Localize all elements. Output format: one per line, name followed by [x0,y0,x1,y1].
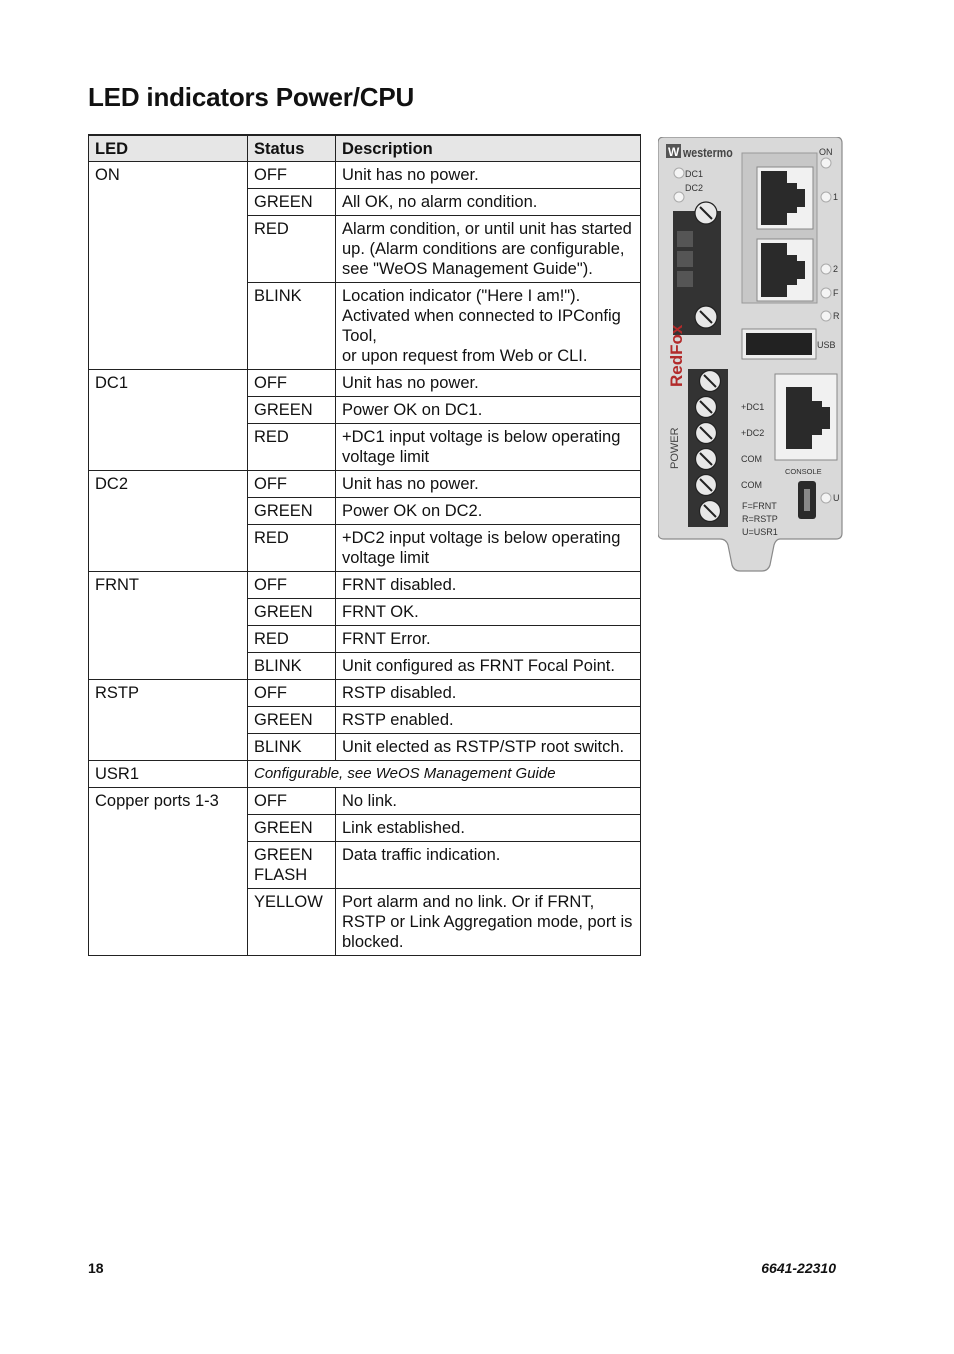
status-cell: BLINK [248,283,336,370]
led-dc2-label: DC2 [685,183,704,193]
page-number: 18 [88,1260,104,1276]
rj45-port-1 [757,167,813,229]
description-cell [336,889,641,956]
status-cell: GREEN [248,189,336,216]
description-cell [336,370,641,397]
status-cell: OFF [248,572,336,599]
status-cell: GREEN [248,498,336,525]
description-cell [336,397,641,424]
description-text: No link. [342,792,398,810]
description-cell [336,572,641,599]
status-cell: OFF [248,680,336,707]
description-text: Power OK on DC2. [342,502,483,520]
description-text: see "WeOS Management Guide"). [342,260,593,278]
led-dc1-label: DC1 [685,169,704,179]
table-row [89,162,641,189]
table-row [89,680,641,707]
status-cell: BLINK [248,734,336,761]
terminal-label-com-2: COM [741,480,762,490]
legend-frnt: F=FRNT [742,501,777,511]
led-on-label: ON [819,147,833,157]
status-cell: BLINK [248,653,336,680]
status-cell: RED [248,216,336,283]
led-port-2 [821,264,831,274]
description-cell [336,283,641,370]
description-text: Unit has no power. [342,374,479,392]
description-cell [336,471,641,498]
led-on [821,158,831,168]
page-title: LED indicators Power/CPU [88,82,415,112]
brand-name: westermo [683,144,733,161]
led-port-1 [821,192,831,202]
description-text: Port alarm and no link. Or if FRNT, RSTP or Link Aggregation mode, port is blocked. [342,893,633,951]
legend-usr1: U=USR1 [742,527,778,537]
rj45-port-2 [757,239,813,301]
description-cell [336,734,641,761]
description-text: Data traffic indication. [342,846,501,864]
status-cell: GREEN [248,815,336,842]
description-text: Unit configured as FRNT Focal Point. [342,657,615,675]
led-table-body [89,162,641,956]
brand-logo-w: W [668,145,680,159]
description-text: Link established. [342,819,465,837]
description-text: Unit has no power. [342,475,479,493]
description-cell [336,626,641,653]
led-name-cell: USR1 [89,761,248,788]
description-cell [336,680,641,707]
led-frnt-label: F [833,288,839,298]
led-rstp-label: R [833,311,840,321]
terminal-label-dc2: +DC2 [741,428,765,438]
description-text: Location indicator ("Here I am!"). Activated when connected to IPConfig Tool, [342,287,621,345]
description-text: Power OK on DC1. [342,401,483,419]
status-cell: YELLOW [248,889,336,956]
device-front-panel [658,137,843,572]
led-dc2 [674,192,684,202]
led-dc1 [674,168,684,178]
status-cell: RED [248,626,336,653]
description-cell [336,707,641,734]
status-cell: RED [248,525,336,572]
status-cell: OFF [248,162,336,189]
description-cell [336,599,641,626]
description-text: +DC1 input voltage is below operating voltage limit [342,428,621,466]
led-name-cell: FRNT [89,572,248,680]
description-cell [336,216,641,283]
status-cell: GREEN [248,599,336,626]
note-cell: Configurable, see WeOS Management Guide [248,761,641,788]
console-port [775,374,837,460]
description-text: RSTP disabled. [342,684,457,702]
description-text: All OK, no alarm condition. [342,193,538,211]
description-cell [336,842,641,889]
status-cell: GREEN FLASH [248,842,336,889]
led-port-2-label: 2 [833,264,839,274]
description-cell [336,424,641,471]
led-table [88,134,641,956]
table-row [89,572,641,599]
led-port-1-label: 1 [833,192,839,202]
led-name-cell: DC1 [89,370,248,471]
table-row [89,788,641,815]
description-text: RSTP enabled. [342,711,454,729]
power-label: POWER [669,427,681,469]
led-name-cell: Copper ports 1-3 [89,788,248,956]
table-row [89,370,641,397]
led-frnt [821,288,831,298]
description-cell [336,525,641,572]
led-name-cell: RSTP [89,680,248,761]
description-cell [336,189,641,216]
description-cell [336,162,641,189]
document-number: 6641-22310 [761,1260,836,1276]
table-row [89,761,641,788]
led-name-cell: ON [89,162,248,370]
table-header-row [89,135,641,162]
description-text: FRNT disabled. [342,576,457,594]
description-cell [336,653,641,680]
description-text: Alarm condition, or until unit has started up. (Alarm conditions are configurable, [342,220,632,258]
led-usr1-label: U [833,493,840,503]
product-logo: RedFox [667,324,686,387]
status-cell: GREEN [248,707,336,734]
description-text: or upon request from Web or CLI. [342,347,588,365]
console-label: CONSOLE [785,467,822,476]
status-cell: OFF [248,788,336,815]
description-cell [336,815,641,842]
usb-label: USB [817,340,836,350]
led-name-cell: DC2 [89,471,248,572]
description-cell [336,788,641,815]
description-text: +DC2 input voltage is below operating voltage limit [342,529,621,567]
header-led: LED [89,135,248,162]
status-cell: RED [248,424,336,471]
led-rstp [821,311,831,321]
description-cell [336,498,641,525]
header-description: Description [336,135,641,162]
description-text: Unit has no power. [342,166,479,184]
table-row [89,471,641,498]
terminal-label-com-1: COM [741,454,762,464]
description-text: Unit elected as RSTP/STP root switch. [342,738,625,756]
led-usr1 [821,493,831,503]
description-text: FRNT OK. [342,603,419,621]
legend-rstp: R=RSTP [742,514,778,524]
header-status: Status [248,135,336,162]
status-cell: GREEN [248,397,336,424]
description-text: FRNT Error. [342,630,431,648]
status-cell: OFF [248,471,336,498]
status-cell: OFF [248,370,336,397]
terminal-label-dc1: +DC1 [741,402,765,412]
